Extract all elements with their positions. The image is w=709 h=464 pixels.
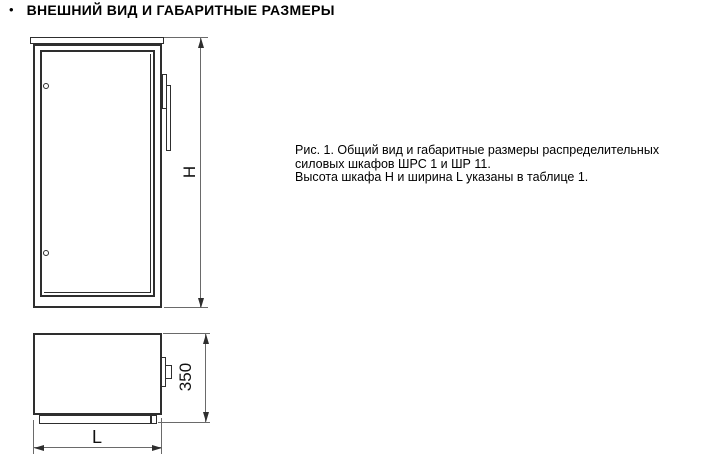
topview-body [33, 333, 162, 415]
cabinet-cap [30, 37, 164, 44]
door-lock-bottom [43, 250, 49, 256]
arrowhead-down-icon [198, 298, 204, 308]
dimension-label-L: L [91, 426, 102, 447]
cabinet-door-inner-line [44, 54, 151, 293]
section-heading [9, 2, 335, 18]
extension-line-350-bottom [158, 422, 210, 423]
caption-line: Рис. 1. Общий вид и габаритные размеры распределительных [295, 143, 660, 157]
topview-door-strip [39, 415, 157, 424]
topview-strip-divider [150, 416, 152, 423]
dimension-label-350: 350 [176, 362, 195, 392]
arrowhead-down-icon [203, 412, 209, 422]
door-handle-bar [166, 85, 171, 151]
section-heading-text: ВНЕШНИЙ ВИД И ГАБАРИТНЫЕ РАЗМЕРЫ [26, 2, 335, 18]
bullet-marker-icon: • [9, 2, 14, 17]
caption-line: Высота шкафа Н и ширина L указаны в таблице 1. [295, 170, 589, 184]
dimension-line-350 [205, 334, 206, 422]
arrowhead-left-icon [34, 445, 44, 451]
arrowhead-up-icon [198, 38, 204, 48]
caption-line: силовых шкафов ШРС 1 и ШР 11. [295, 156, 491, 171]
door-lock-top [43, 83, 49, 89]
dimension-label-H: H [180, 165, 199, 179]
arrowhead-up-icon [203, 334, 209, 344]
arrowhead-right-icon [152, 445, 162, 451]
figure-caption [295, 144, 707, 185]
